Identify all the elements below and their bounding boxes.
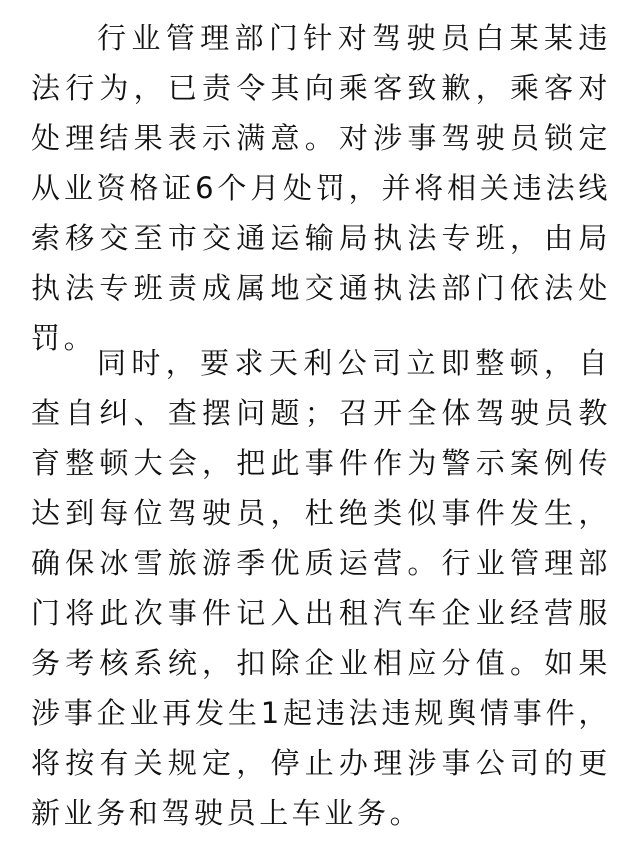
paragraph-penalty: 行业管理部门针对驾驶员白某某违法行为，已责令其向乘客致歉，乘客对处理结果表示满意。对涉事驾驶员锁定从业资格证6个月处罚，并将相关违法线索移交至市交通运输局执法专班，由局执法专班责成属地交通执法部门依法处罚。 (31, 21, 611, 355)
paragraph-rectification: 同时，要求天利公司立即整顿，自查自纠、查摆问题；召开全体驾驶员教育整顿大会，把此事件作为警示案例传达到每位驾驶员，杜绝类似事件发生，确保冰雪旅游季优质运营。行业管理部门将此次事件记入出租汽车企业经营服务考核系统，扣除企业相应分值。如果涉事企业再发生1起违法违规舆情事件，将按有关规定，停止办理涉事公司的更新业务和驾驶员上车业务。 (31, 346, 611, 830)
